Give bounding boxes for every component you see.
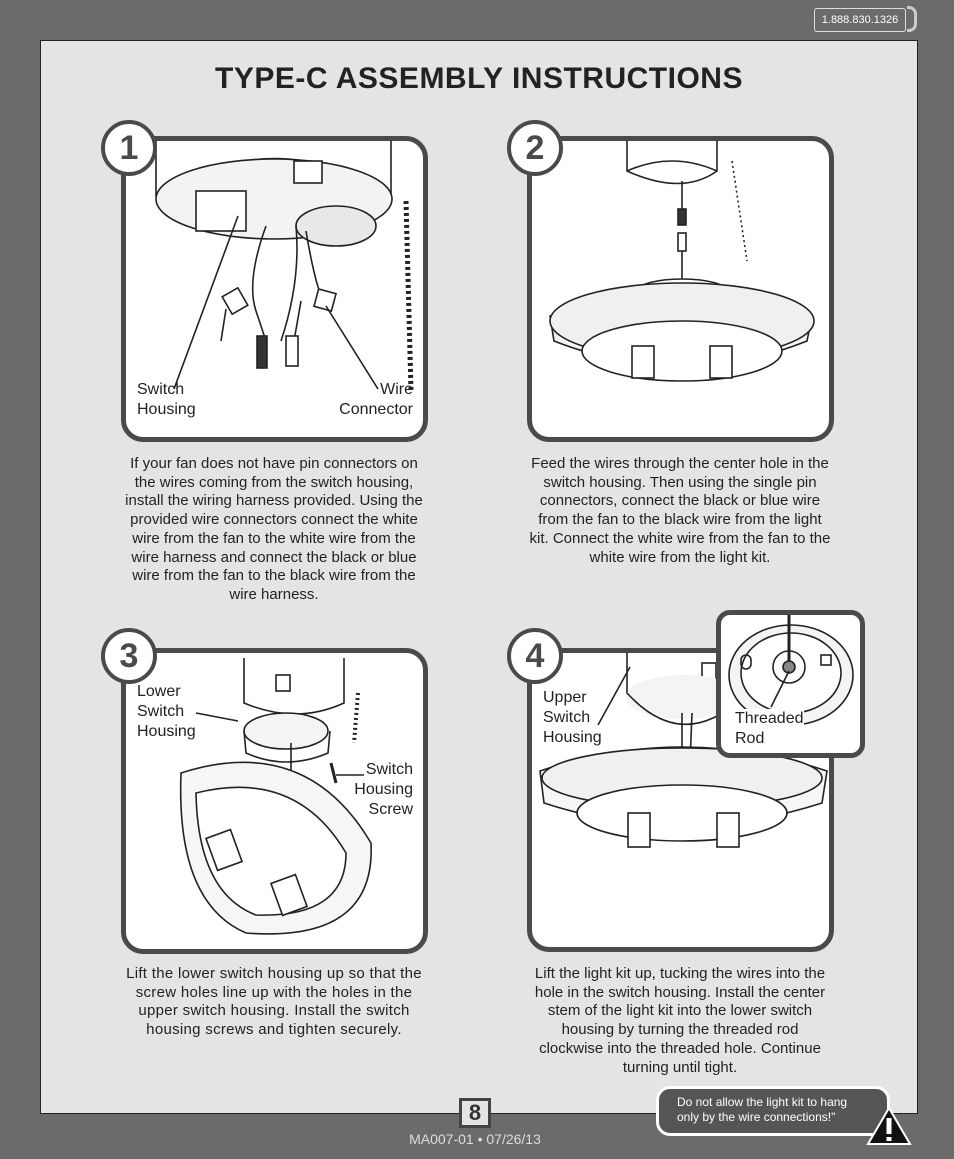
label-switch-housing: Switch Housing [137, 381, 196, 418]
document-id: MA007-01 • 07/26/13 [409, 1131, 541, 1147]
step-3-caption: Lift the lower switch housing up so that the screw holes line up with the holes in the upper switch housing. Install the switch housing screws and tighten securely. [126, 965, 422, 1039]
step-4-caption: Lift the light kit up, tucking the wires into the hole in the switch housing. Install the center stem of the light kit into the lower switch housing by turning the threaded rod clockwise into the threaded hole. Continue turning until tight. [534, 965, 826, 1076]
step-1-caption: If your fan does not have pin connectors on the wires coming from the switch housing, install the wiring harness provided. Using the provided wire connectors connect the white wire from the fan to the white wire from the wire harness and connect the black or blue wire from the fan to the black wire from the wire harness. [125, 455, 423, 603]
page-title: TYPE-C ASSEMBLY INSTRUCTIONS [215, 62, 743, 95]
step-2-panel [527, 136, 834, 442]
phone-number: 1.888.830.1326 [814, 8, 906, 32]
phone-tab-icon [907, 6, 917, 32]
step-4-badge: 4 [507, 628, 563, 684]
warning-triangle-icon [866, 1106, 912, 1146]
step-3-badge: 3 [101, 628, 157, 684]
threaded-rod-inset [716, 610, 865, 758]
warning-note: Do not allow the light kit to hang only by the wire connections!" [656, 1086, 890, 1136]
label-lower-switch-housing: Lower Switch Housing [137, 683, 196, 740]
step-2-caption: Feed the wires through the center hole in the switch housing. Then using the single pin connectors, connect the black or blue wire from the fan to the black wire from the light kit. Connect the white wire from the fan to the white wire from the light kit. [529, 455, 831, 566]
label-switch-housing-screw: Switch Housing Screw [354, 761, 413, 818]
step-1-badge: 1 [101, 120, 157, 176]
label-wire-connector: Wire Connector [339, 381, 413, 418]
label-threaded-rod: Threaded Rod [735, 710, 804, 747]
step-2-badge: 2 [507, 120, 563, 176]
page-number: 8 [459, 1098, 491, 1128]
step-2-illustration [532, 141, 829, 437]
label-upper-switch-housing: Upper Switch Housing [543, 689, 602, 746]
